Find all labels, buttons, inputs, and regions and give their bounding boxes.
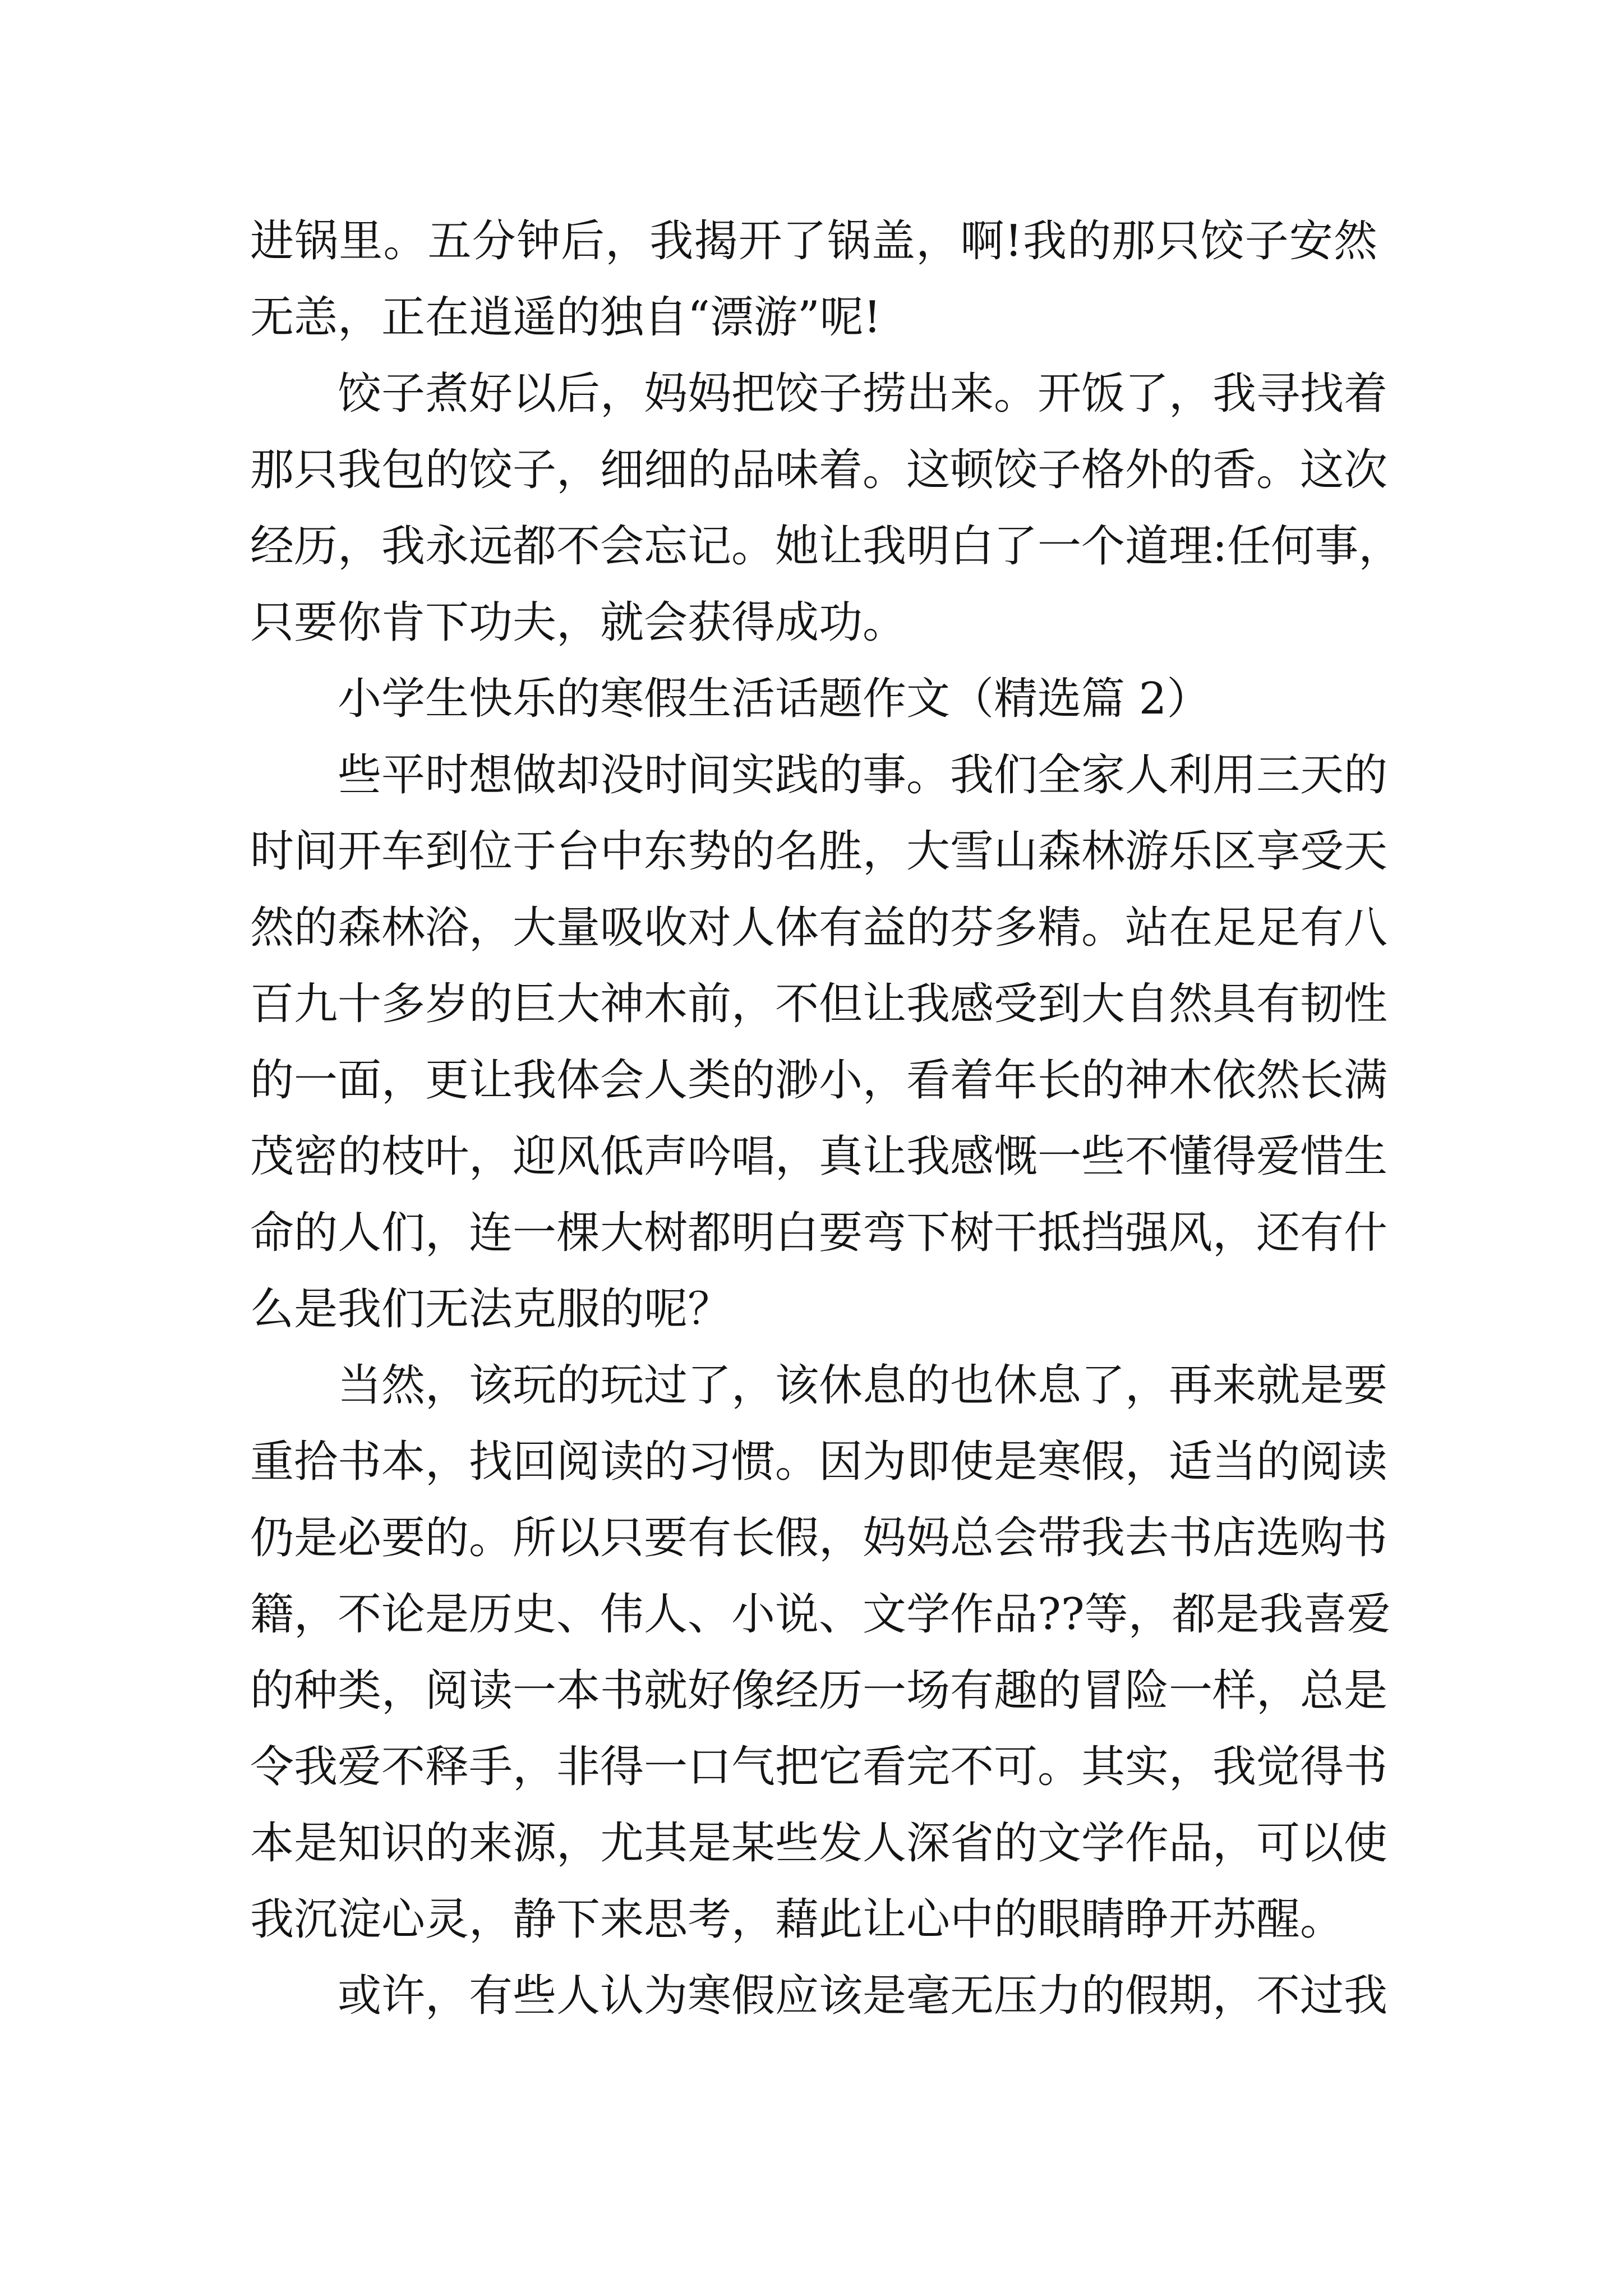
text-line: 么是我们无法克服的呢？ (250, 1284, 732, 1335)
text-line: 百九十多岁的巨大神木前，不但让我感受到大自然具有韧性 (250, 979, 1388, 1029)
text-line: 重拾书本，找回阅读的习惯。因为即使是寒假，适当的阅读 (250, 1437, 1388, 1487)
text-line: 或许，有些人认为寒假应该是毫无压力的假期，不过我 (338, 1971, 1388, 2021)
text-line: 那只我包的饺子，细细的品味着。这顿饺子格外的香。这次 (250, 445, 1388, 495)
text-line: 时间开车到位于台中东势的名胜，大雪山森林游乐区享受天 (250, 826, 1388, 877)
text-line: 饺子煮好以后，妈妈把饺子捞出来。开饭了，我寻找着 (338, 369, 1388, 419)
text-line: 籍，不论是历史、伟人、小说、文学作品??等，都是我喜爱 (250, 1589, 1391, 1640)
text-line: 只要你肯下功夫，就会获得成功。 (250, 597, 907, 648)
text-line: 仍是必要的。所以只要有长假，妈妈总会带我去书店选购书 (250, 1513, 1388, 1563)
text-line: 的种类，阅读一本书就好像经历一场有趣的冒险一样，总是 (250, 1665, 1388, 1716)
text-line: 茂密的枝叶，迎风低声吟唱，真让我感慨一些不懂得爱惜生 (250, 1131, 1388, 1182)
text-line: 进锅里。五分钟后，我揭开了锅盖，啊!我的那只饺子安然 (250, 216, 1377, 266)
text-line: 经历，我永远都不会忘记。她让我明白了一个道理:任何事， (250, 521, 1403, 572)
text-line: 然的森林浴，大量吸收对人体有益的芬多精。站在足足有八 (250, 903, 1388, 953)
text-line: 我沉淀心灵，静下来思考，藉此让心中的眼睛睁开苏醒。 (250, 1894, 1344, 1945)
text-line: 无恙，正在逍遥的独自“漂游”呢! (250, 292, 882, 343)
text-line: 令我爱不释手，非得一口气把它看完不可。其实，我觉得书 (250, 1742, 1388, 1792)
text-line: 本是知识的来源，尤其是某些发人深省的文学作品，可以使 (250, 1818, 1388, 1869)
text-line: 的一面，更让我体会人类的渺小，看着年长的神木依然长满 (250, 1055, 1388, 1106)
section-heading: 小学生快乐的寒假生活话题作文（精选篇 2） (338, 674, 1211, 724)
text-line: 命的人们，连一棵大树都明白要弯下树干抵挡强风，还有什 (250, 1208, 1388, 1258)
text-line: 些平时想做却没时间实践的事。我们全家人利用三天的 (338, 750, 1388, 800)
text-line: 当然，该玩的玩过了，该休息的也休息了，再来就是要 (338, 1360, 1388, 1411)
